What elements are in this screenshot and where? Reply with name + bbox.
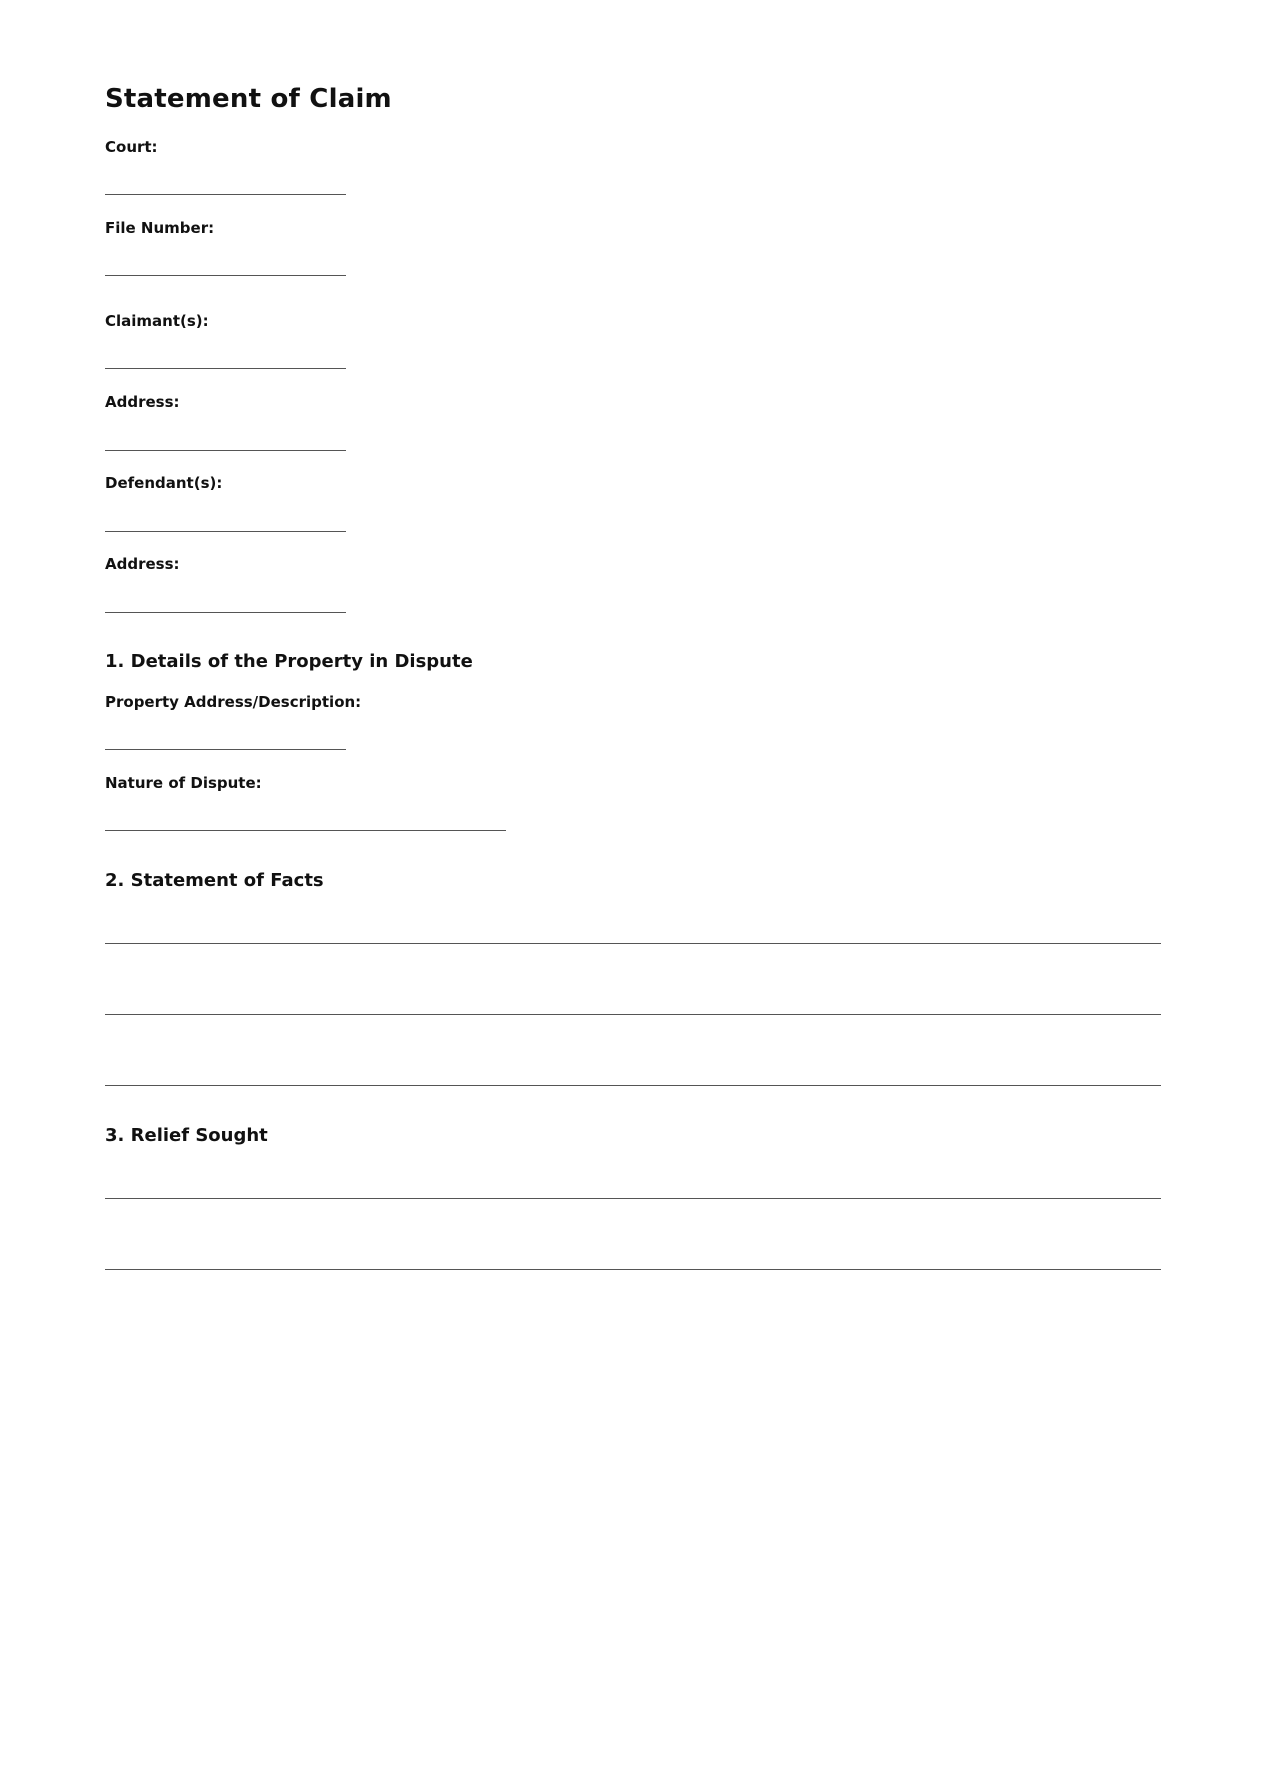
nature-of-dispute-input-line[interactable] bbox=[105, 830, 506, 831]
facts-input-line-1[interactable] bbox=[105, 943, 1161, 944]
claimants-input-line[interactable] bbox=[105, 368, 346, 369]
section-facts-heading: 2. Statement of Facts bbox=[105, 870, 324, 891]
nature-of-dispute-label: Nature of Dispute: bbox=[105, 774, 262, 792]
property-address-input-line[interactable] bbox=[105, 749, 346, 750]
facts-input-line-2[interactable] bbox=[105, 1014, 1161, 1015]
file-number-input-line[interactable] bbox=[105, 275, 346, 276]
section-relief-heading: 3. Relief Sought bbox=[105, 1125, 268, 1146]
defendants-input-line[interactable] bbox=[105, 531, 346, 532]
file-number-label: File Number: bbox=[105, 219, 215, 237]
relief-input-line-1[interactable] bbox=[105, 1198, 1161, 1199]
defendant-address-input-line[interactable] bbox=[105, 612, 346, 613]
relief-input-line-2[interactable] bbox=[105, 1269, 1161, 1270]
section-property-heading: 1. Details of the Property in Dispute bbox=[105, 651, 473, 672]
property-address-label: Property Address/Description: bbox=[105, 693, 362, 711]
page-title: Statement of Claim bbox=[105, 84, 392, 114]
claimant-address-input-line[interactable] bbox=[105, 450, 346, 451]
defendants-label: Defendant(s): bbox=[105, 474, 223, 492]
claimants-label: Claimant(s): bbox=[105, 312, 209, 330]
defendant-address-label: Address: bbox=[105, 555, 180, 573]
claimant-address-label: Address: bbox=[105, 393, 180, 411]
court-label: Court: bbox=[105, 138, 158, 156]
court-input-line[interactable] bbox=[105, 194, 346, 195]
facts-input-line-3[interactable] bbox=[105, 1085, 1161, 1086]
